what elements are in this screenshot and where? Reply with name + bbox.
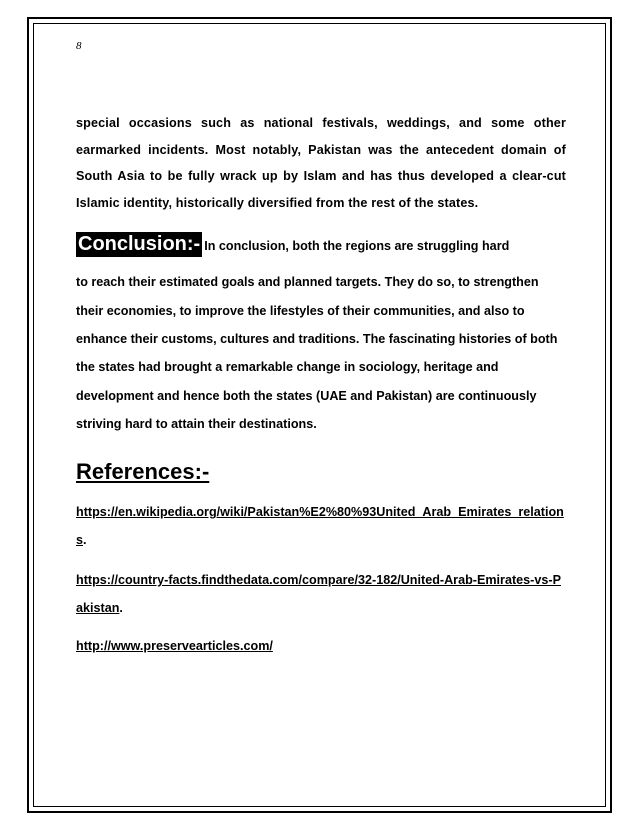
- reference-item: [76, 498, 566, 554]
- document-body: [76, 110, 566, 660]
- reference-suffix: .: [119, 601, 123, 616]
- conclusion-section: [76, 230, 566, 438]
- conclusion-paragraph: to reach their estimated goals and planned targets. They do so, to strengthen their economies, to improve the lifestyles of their communities, and also to enhance their customs, cultures and traditions. The fascinating histories of both the states had brought a remarkable change in sociology, heritage and development and hence both the states (UAE and Pakistan) are continuously striving hard to attain their destinations.: [76, 275, 558, 431]
- conclusion-first-line: [76, 230, 566, 260]
- conclusion-opening-text: In conclusion, both the regions are struggling hard: [204, 239, 510, 254]
- conclusion-heading: Conclusion:-: [78, 233, 201, 256]
- intro-paragraph: special occasions such as national festivals, weddings, and some other earmarked incidents. Most notably, Pakistan was the antecedent domain of South Asia to be fully wrack up by Islam and has thus developed a clear-cut Islamic identity, historically diversified from the rest of the states.: [76, 116, 566, 210]
- reference-item: [76, 632, 566, 660]
- reference-link[interactable]: http://www.preservearticles.com/: [76, 639, 273, 654]
- reference-item: [76, 566, 566, 622]
- page-number: 8: [76, 40, 82, 52]
- reference-link[interactable]: https://en.wikipedia.org/wiki/Pakistan%E2%80%93United_Arab_Emirates_relations: [76, 505, 564, 548]
- reference-suffix: .: [83, 533, 87, 548]
- references-heading: References:-: [76, 459, 210, 485]
- reference-link[interactable]: https://country-facts.findthedata.com/compare/32-182/United-Arab-Emirates-vs-Pakistan: [76, 573, 561, 616]
